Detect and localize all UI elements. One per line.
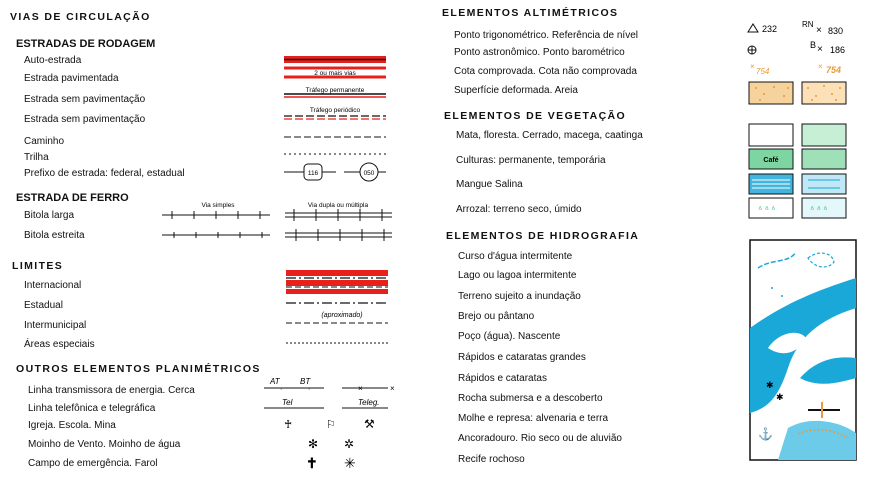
section-title-estradas: ESTRADAS DE RODAGEM	[16, 38, 156, 50]
lanes-label: 2 ou mais vias	[314, 70, 356, 77]
telephone-line-symbol	[264, 398, 324, 408]
barometric-point-icon	[810, 40, 845, 55]
rn-label: RN	[802, 20, 814, 29]
hidro-item: Terreno sujeito a inundação	[458, 291, 581, 302]
hidro-item: Rápidos e cataratas	[458, 373, 547, 384]
hydrography-map	[748, 238, 860, 462]
anchor-icon: ⚓	[758, 427, 773, 441]
svg-text:×: ×	[358, 384, 363, 393]
rail-symbols	[160, 198, 394, 242]
section-title-vias: VIAS DE CIRCULAÇÃO	[10, 11, 151, 23]
svg-text:ᐞ ᐞ ᐞ: ᐞ ᐞ ᐞ	[810, 205, 828, 214]
outros-item: Moinho de Vento. Moinho de água	[28, 439, 181, 450]
state-prefix: 050	[363, 170, 375, 177]
limit-item: Estadual	[24, 300, 63, 311]
section-title-limites: LIMITES	[12, 260, 64, 272]
svg-text:×: ×	[816, 25, 822, 36]
watermill-icon: ✲	[344, 437, 355, 451]
telegraph-line-symbol	[342, 398, 388, 408]
veg-item: Culturas: permanente, temporária	[456, 155, 606, 166]
cerrado-swatch	[802, 124, 846, 146]
hidro-item: Recife rochoso	[458, 454, 525, 465]
single-track-label: Via simples	[201, 202, 235, 209]
cafe-label: Café	[763, 157, 779, 164]
outros-item: Linha transmissora de energia. Cerca	[28, 385, 195, 396]
outros-item: Linha telefônica e telegráfica	[28, 403, 156, 414]
trig-value: 232	[762, 24, 778, 34]
rail-item: Bitola larga	[24, 210, 75, 221]
at-label: AT	[270, 377, 280, 386]
rn-value: 830	[828, 26, 844, 36]
double-track-label: Via dupla ou múltipla	[307, 202, 369, 209]
bt-label: BT	[300, 377, 311, 386]
international-limit-symbol	[286, 270, 388, 294]
deformed-surface-swatch	[749, 82, 793, 104]
alt-symbols	[744, 18, 862, 106]
limit-item: Intermunicipal	[24, 320, 87, 331]
emergency-field-icon: ✝	[306, 455, 318, 471]
rock-icon: ✱	[776, 392, 784, 402]
road-item: Caminho	[24, 136, 65, 147]
svg-text:ᐞ ᐞ ᐞ: ᐞ ᐞ ᐞ	[758, 205, 776, 214]
road-item: Estrada sem pavimentação	[24, 94, 146, 105]
hidro-item: Brejo ou pântano	[458, 311, 535, 322]
baro-value: 186	[830, 45, 846, 55]
section-title-hidrografia: ELEMENTOS DE HIDROGRAFIA	[446, 230, 640, 242]
rail-item: Bitola estreita	[24, 230, 85, 241]
state-circle-icon	[344, 163, 386, 181]
cota-nao-comprovada-icon	[818, 62, 841, 75]
school-icon: ⚐	[326, 419, 336, 431]
limit-item: Áreas especiais	[24, 339, 95, 350]
fence-symbol	[342, 384, 395, 393]
outros-item: Campo de emergência. Farol	[28, 458, 158, 469]
section-title-ferro: ESTRADA DE FERRO	[16, 192, 129, 204]
veg-symbols	[744, 118, 862, 222]
tel-label: Tel	[282, 398, 293, 407]
hidro-item: Molhe e represa: alvenaria e terra	[458, 413, 609, 424]
unpaved-permanent-symbol	[284, 87, 386, 97]
mine-icon: ⚒	[364, 417, 375, 431]
hidro-item: Rápidos e cataratas grandes	[458, 352, 586, 363]
hidro-item: Curso d'água intermitente	[458, 251, 573, 262]
unpaved-periodic-symbol	[284, 107, 386, 119]
teleg-label: Teleg.	[358, 398, 380, 407]
power-line-symbol	[264, 377, 324, 393]
section-title-altimetricos: ELEMENTOS ALTIMÉTRICOS	[442, 7, 619, 19]
alt-item: Cota comprovada. Cota não comprovada	[454, 66, 637, 77]
trig-point-icon	[748, 24, 777, 34]
permanent-label: Tráfego permanente	[305, 87, 365, 94]
svg-text:×: ×	[817, 44, 823, 55]
hidro-item: Poço (água). Nascente	[458, 331, 561, 342]
road-item: Auto-estrada	[24, 55, 82, 66]
svg-text:·: ·	[280, 386, 283, 393]
svg-text:✱: ✱	[766, 380, 774, 390]
road-item: Prefixo de estrada: federal, estadual	[24, 168, 185, 179]
baro-label: B	[810, 40, 817, 50]
highway-symbol	[284, 56, 386, 63]
section-title-vegetacao: ELEMENTOS DE VEGETAÇÃO	[444, 110, 627, 122]
lighthouse-icon: ✳	[344, 455, 356, 471]
approx-label: (aproximado)	[321, 312, 363, 319]
svg-text:×: ×	[390, 384, 395, 393]
svg-text:×: ×	[750, 62, 755, 71]
federal-prefix: 116	[307, 170, 319, 177]
astronomic-point-icon	[748, 46, 756, 54]
svg-text:×: ×	[818, 62, 823, 71]
road-item: Estrada sem pavimentação	[24, 114, 146, 125]
limit-item: Internacional	[24, 280, 82, 291]
veg-item: Mangue Salina	[456, 179, 523, 190]
outros-item: Igreja. Escola. Mina	[28, 420, 116, 431]
veg-item: Mata, floresta. Cerrado, macega, caatinga	[456, 130, 643, 141]
temporary-crop-swatch	[802, 149, 846, 169]
periodic-label: Tráfego periódico	[309, 107, 361, 114]
cota-uncertain-value: 754	[826, 65, 842, 75]
hidro-item: Rocha submersa e a descoberto	[458, 393, 603, 404]
cota-value: 754	[756, 67, 770, 76]
alt-item: Ponto trigonométrico. Referência de nível	[454, 30, 638, 41]
church-icon: ♰	[284, 419, 293, 431]
salina-swatch	[802, 174, 846, 194]
veg-item: Arrozal: terreno seco, úmido	[456, 204, 582, 215]
hidro-item: Ancoradouro. Rio seco ou de aluvião	[458, 433, 622, 444]
alt-item: Superfície deformada. Areia	[454, 85, 578, 96]
windmill-icon: ✻	[308, 437, 319, 451]
limit-symbols	[282, 266, 394, 350]
road-symbols	[280, 50, 392, 185]
hidro-item: Lago ou lagoa intermitente	[458, 270, 577, 281]
road-item: Estrada pavimentada	[24, 73, 119, 84]
cota-comprovada-icon	[750, 62, 770, 76]
svg-text:·: ·	[308, 386, 311, 393]
forest-swatch	[749, 124, 793, 146]
federal-shield-icon	[284, 164, 336, 180]
outros-symbols	[258, 372, 400, 472]
level-reference-icon	[802, 20, 843, 36]
section-title-outros: OUTROS ELEMENTOS PLANIMÉTRICOS	[16, 363, 261, 375]
alt-item: Ponto astronômico. Ponto barométrico	[454, 47, 625, 58]
road-item: Trilha	[24, 152, 49, 163]
paved-road-symbol	[284, 68, 386, 77]
